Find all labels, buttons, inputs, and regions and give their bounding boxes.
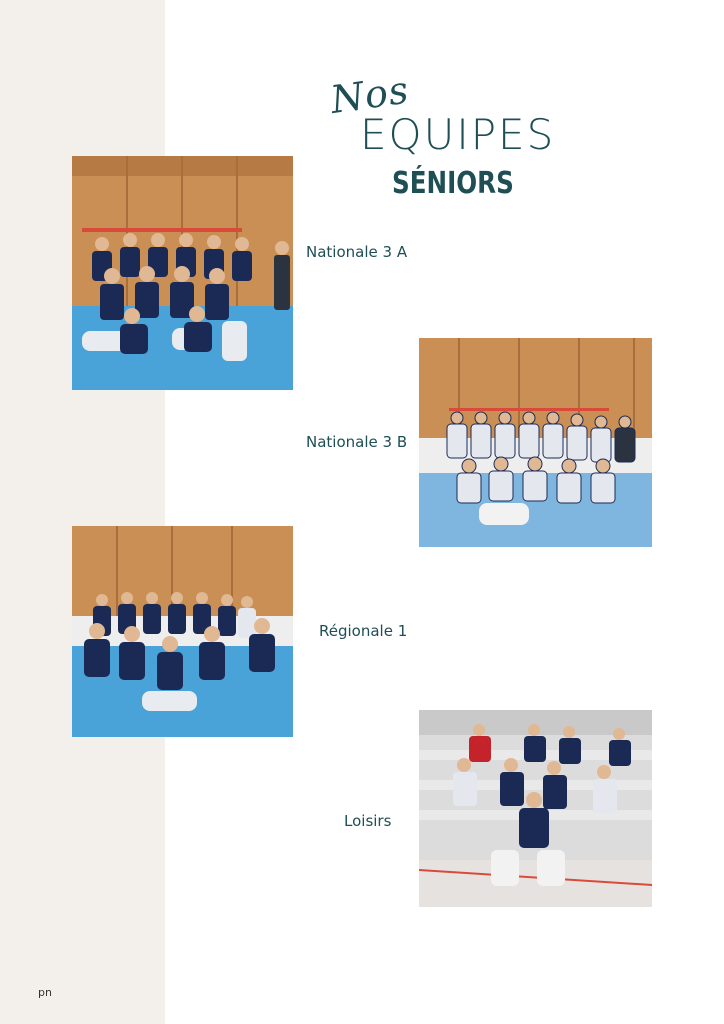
team-photo-nationale-3a [72, 156, 293, 390]
page-subtitle: SÉNIORS [392, 166, 514, 201]
team-photo-nationale-3b [419, 338, 652, 547]
footer-initials: pn [38, 986, 52, 999]
team-label-nationale-3b: Nationale 3 B [306, 433, 408, 451]
team-label-nationale-3a: Nationale 3 A [306, 243, 408, 261]
page-title: EQUIPES [360, 110, 556, 159]
team-photo-loisirs [419, 710, 652, 907]
title-script-word: Nos [327, 67, 412, 122]
team-label-loisirs: Loisirs [344, 812, 392, 830]
team-photo-regionale-1 [72, 526, 293, 737]
side-band [0, 0, 165, 1024]
team-label-regionale-1: Régionale 1 [319, 622, 408, 640]
